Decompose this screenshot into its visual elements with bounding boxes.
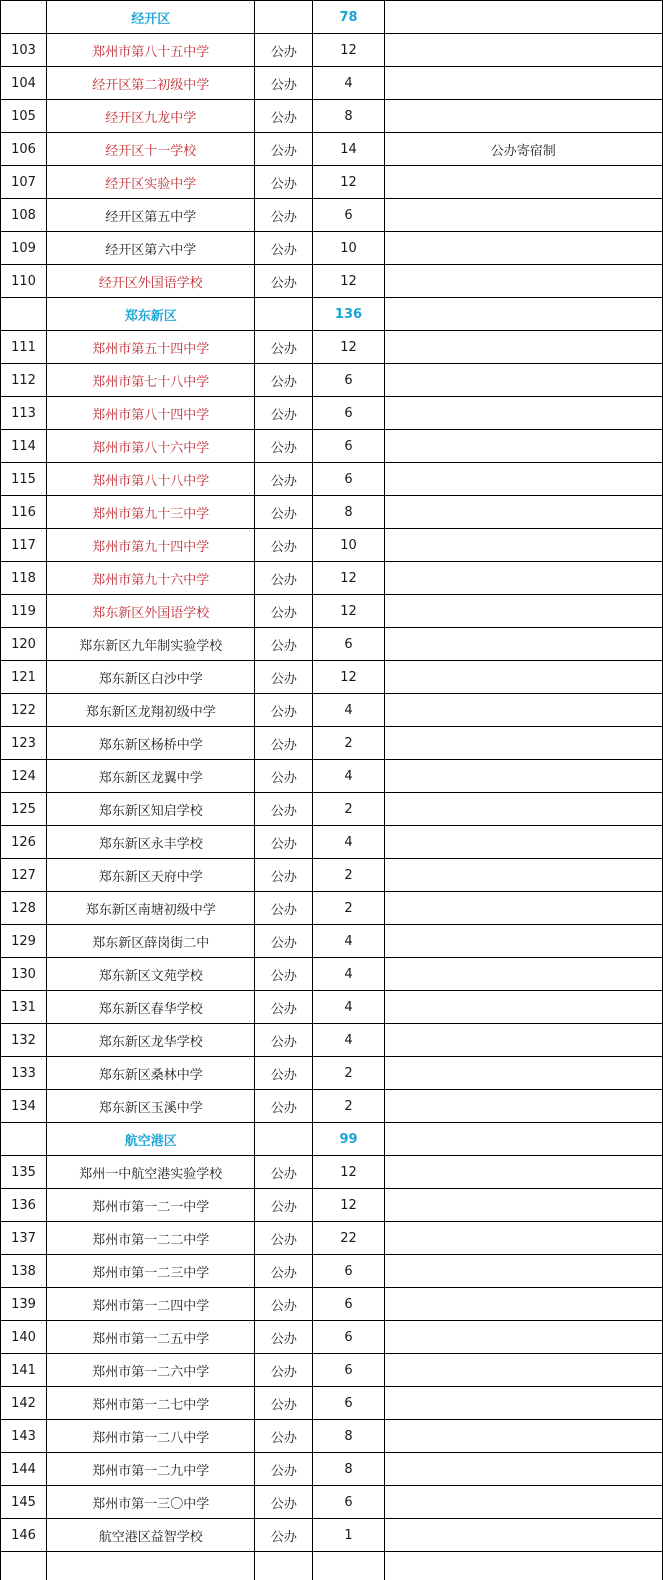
school-type: 公办 (255, 1321, 313, 1354)
class-count: 6 (313, 1321, 384, 1354)
school-name: 郑州一中航空港实验学校 (47, 1156, 255, 1189)
note (384, 1090, 662, 1123)
school-type: 公办 (255, 331, 313, 364)
row-number: 128 (1, 892, 47, 925)
school-type: 公办 (255, 133, 313, 166)
school-name: 郑东新区玉溪中学 (47, 1090, 255, 1123)
district-header-row (1, 298, 663, 331)
row-number: 113 (1, 397, 47, 430)
table-row (1, 1156, 663, 1189)
row-number: 105 (1, 100, 47, 133)
school-name: 郑东新区南塘初级中学 (47, 892, 255, 925)
district-total: 136 (313, 298, 384, 331)
class-count: 1 (313, 1519, 384, 1552)
note (384, 793, 662, 826)
class-count: 12 (313, 265, 384, 298)
row-number: 135 (1, 1156, 47, 1189)
district-total: 78 (313, 1, 384, 34)
class-count: 10 (313, 232, 384, 265)
class-count: 4 (313, 826, 384, 859)
table-row (1, 166, 663, 199)
table-row (1, 265, 663, 298)
class-count: 8 (313, 100, 384, 133)
note (384, 430, 662, 463)
class-count: 4 (313, 1024, 384, 1057)
row-number: 141 (1, 1354, 47, 1387)
class-count: 4 (313, 991, 384, 1024)
row-number: 130 (1, 958, 47, 991)
table-row (1, 34, 663, 67)
school-type: 公办 (255, 661, 313, 694)
school-type: 公办 (255, 760, 313, 793)
row-number: 122 (1, 694, 47, 727)
class-count: 12 (313, 661, 384, 694)
row-number: 129 (1, 925, 47, 958)
school-name: 经开区九龙中学 (47, 100, 255, 133)
class-count: 10 (313, 529, 384, 562)
note (384, 265, 662, 298)
note (384, 1255, 662, 1288)
school-name: 郑州市第一二一中学 (47, 1189, 255, 1222)
note: 公办寄宿制 (384, 133, 662, 166)
cut-off-row (1, 1552, 663, 1580)
class-count: 2 (313, 892, 384, 925)
note (384, 331, 662, 364)
row-number: 112 (1, 364, 47, 397)
note (384, 958, 662, 991)
class-count: 4 (313, 925, 384, 958)
class-count: 2 (313, 1057, 384, 1090)
table-row (1, 628, 663, 661)
empty-cell (384, 1552, 662, 1580)
row-number: 132 (1, 1024, 47, 1057)
row-number: 118 (1, 562, 47, 595)
school-name: 郑东新区杨桥中学 (47, 727, 255, 760)
school-name: 郑东新区龙华学校 (47, 1024, 255, 1057)
district-number-cell (1, 1123, 47, 1156)
row-number: 123 (1, 727, 47, 760)
table-row (1, 562, 663, 595)
row-number: 126 (1, 826, 47, 859)
school-name: 经开区第二初级中学 (47, 67, 255, 100)
note (384, 232, 662, 265)
school-type: 公办 (255, 1189, 313, 1222)
note (384, 1420, 662, 1453)
school-type: 公办 (255, 1354, 313, 1387)
school-name: 郑州市第一二九中学 (47, 1453, 255, 1486)
school-type: 公办 (255, 1156, 313, 1189)
school-name: 郑东新区文苑学校 (47, 958, 255, 991)
row-number: 146 (1, 1519, 47, 1552)
row-number: 104 (1, 67, 47, 100)
school-name: 郑州市第七十八中学 (47, 364, 255, 397)
row-number: 143 (1, 1420, 47, 1453)
row-number: 142 (1, 1387, 47, 1420)
school-type: 公办 (255, 397, 313, 430)
note (384, 562, 662, 595)
row-number: 120 (1, 628, 47, 661)
note (384, 529, 662, 562)
school-name: 郑州市第八十八中学 (47, 463, 255, 496)
note (384, 892, 662, 925)
school-type: 公办 (255, 826, 313, 859)
school-type: 公办 (255, 1222, 313, 1255)
school-type: 公办 (255, 1024, 313, 1057)
school-type: 公办 (255, 892, 313, 925)
row-number: 125 (1, 793, 47, 826)
note (384, 364, 662, 397)
school-type: 公办 (255, 34, 313, 67)
district-note-cell (384, 298, 662, 331)
school-name: 郑东新区龙翼中学 (47, 760, 255, 793)
class-count: 12 (313, 1156, 384, 1189)
class-count: 12 (313, 166, 384, 199)
class-count: 8 (313, 496, 384, 529)
school-type: 公办 (255, 1057, 313, 1090)
empty-cell (255, 1552, 313, 1580)
table-row (1, 232, 663, 265)
class-count: 8 (313, 1453, 384, 1486)
note (384, 1519, 662, 1552)
table-row (1, 463, 663, 496)
school-name: 经开区第五中学 (47, 199, 255, 232)
school-name: 郑州市第一二八中学 (47, 1420, 255, 1453)
district-header-row (1, 1123, 663, 1156)
row-number: 107 (1, 166, 47, 199)
school-type: 公办 (255, 364, 313, 397)
table-row (1, 991, 663, 1024)
school-name: 郑州市第一三〇中学 (47, 1486, 255, 1519)
school-type: 公办 (255, 1420, 313, 1453)
row-number: 117 (1, 529, 47, 562)
school-name: 经开区实验中学 (47, 166, 255, 199)
note (384, 1453, 662, 1486)
row-number: 131 (1, 991, 47, 1024)
class-count: 22 (313, 1222, 384, 1255)
row-number: 119 (1, 595, 47, 628)
table-row (1, 1387, 663, 1420)
note (384, 166, 662, 199)
school-type: 公办 (255, 859, 313, 892)
table-row (1, 1453, 663, 1486)
class-count: 2 (313, 859, 384, 892)
note (384, 727, 662, 760)
row-number: 134 (1, 1090, 47, 1123)
row-number: 137 (1, 1222, 47, 1255)
class-count: 6 (313, 463, 384, 496)
table-row (1, 1255, 663, 1288)
district-note-cell (384, 1, 662, 34)
table-row (1, 1321, 663, 1354)
school-name: 郑州市第一二三中学 (47, 1255, 255, 1288)
class-count: 4 (313, 958, 384, 991)
row-number: 115 (1, 463, 47, 496)
table-row (1, 793, 663, 826)
school-name: 郑东新区薛岗街二中 (47, 925, 255, 958)
school-type: 公办 (255, 1090, 313, 1123)
school-type: 公办 (255, 793, 313, 826)
district-type-cell (255, 298, 313, 331)
school-type: 公办 (255, 496, 313, 529)
table-row (1, 397, 663, 430)
table-row (1, 661, 663, 694)
school-name: 郑州市第一二二中学 (47, 1222, 255, 1255)
note (384, 496, 662, 529)
class-count: 4 (313, 67, 384, 100)
row-number: 144 (1, 1453, 47, 1486)
table-row (1, 1024, 663, 1057)
school-name: 郑东新区白沙中学 (47, 661, 255, 694)
table-row (1, 199, 663, 232)
school-name: 郑州市第一二七中学 (47, 1387, 255, 1420)
school-name: 郑州市第九十三中学 (47, 496, 255, 529)
school-name: 郑州市第一二六中学 (47, 1354, 255, 1387)
school-name: 郑东新区九年制实验学校 (47, 628, 255, 661)
district-header-row (1, 1, 663, 34)
row-number: 136 (1, 1189, 47, 1222)
class-count: 14 (313, 133, 384, 166)
class-count: 12 (313, 562, 384, 595)
school-type: 公办 (255, 430, 313, 463)
class-count: 8 (313, 1420, 384, 1453)
district-number-cell (1, 1, 47, 34)
school-name: 郑州市第八十六中学 (47, 430, 255, 463)
note (384, 1387, 662, 1420)
school-name: 郑州市第一二四中学 (47, 1288, 255, 1321)
row-number: 111 (1, 331, 47, 364)
table-row (1, 958, 663, 991)
school-type: 公办 (255, 529, 313, 562)
class-count: 2 (313, 727, 384, 760)
school-type: 公办 (255, 1255, 313, 1288)
note (384, 34, 662, 67)
class-count: 6 (313, 430, 384, 463)
class-count: 2 (313, 1090, 384, 1123)
row-number: 103 (1, 34, 47, 67)
school-name: 郑州市第一二五中学 (47, 1321, 255, 1354)
school-type: 公办 (255, 562, 313, 595)
school-type: 公办 (255, 991, 313, 1024)
table-row (1, 1090, 663, 1123)
empty-cell (313, 1552, 384, 1580)
class-count: 12 (313, 331, 384, 364)
school-type: 公办 (255, 1288, 313, 1321)
table-row (1, 1189, 663, 1222)
note (384, 1354, 662, 1387)
table-body (1, 1, 663, 1580)
school-type: 公办 (255, 694, 313, 727)
district-note-cell (384, 1123, 662, 1156)
table-row (1, 1486, 663, 1519)
school-type: 公办 (255, 1387, 313, 1420)
table-row (1, 760, 663, 793)
note (384, 1189, 662, 1222)
school-name: 郑州市第九十四中学 (47, 529, 255, 562)
note (384, 1024, 662, 1057)
school-name: 郑东新区永丰学校 (47, 826, 255, 859)
class-count: 4 (313, 694, 384, 727)
class-count: 12 (313, 34, 384, 67)
table-row (1, 595, 663, 628)
note (384, 991, 662, 1024)
row-number: 145 (1, 1486, 47, 1519)
note (384, 397, 662, 430)
school-type: 公办 (255, 958, 313, 991)
school-name: 郑东新区桑林中学 (47, 1057, 255, 1090)
school-type: 公办 (255, 1486, 313, 1519)
school-type: 公办 (255, 166, 313, 199)
table-row (1, 892, 663, 925)
school-type: 公办 (255, 628, 313, 661)
school-name: 郑东新区天府中学 (47, 859, 255, 892)
school-type: 公办 (255, 232, 313, 265)
table-row (1, 331, 663, 364)
table-row (1, 1057, 663, 1090)
row-number: 127 (1, 859, 47, 892)
class-count: 4 (313, 760, 384, 793)
school-name: 郑东新区外国语学校 (47, 595, 255, 628)
district-name: 航空港区 (47, 1123, 255, 1156)
note (384, 1288, 662, 1321)
school-name: 经开区外国语学校 (47, 265, 255, 298)
note (384, 1057, 662, 1090)
row-number: 114 (1, 430, 47, 463)
class-count: 6 (313, 628, 384, 661)
school-type: 公办 (255, 265, 313, 298)
note (384, 1321, 662, 1354)
empty-cell (1, 1552, 47, 1580)
table-row (1, 826, 663, 859)
school-type: 公办 (255, 925, 313, 958)
note (384, 463, 662, 496)
row-number: 108 (1, 199, 47, 232)
row-number: 110 (1, 265, 47, 298)
row-number: 109 (1, 232, 47, 265)
district-name: 郑东新区 (47, 298, 255, 331)
note (384, 694, 662, 727)
class-count: 6 (313, 1387, 384, 1420)
note (384, 595, 662, 628)
row-number: 139 (1, 1288, 47, 1321)
school-name: 经开区十一学校 (47, 133, 255, 166)
row-number: 106 (1, 133, 47, 166)
table-row (1, 1519, 663, 1552)
class-count: 6 (313, 1288, 384, 1321)
school-type: 公办 (255, 595, 313, 628)
row-number: 140 (1, 1321, 47, 1354)
note (384, 1222, 662, 1255)
class-count: 12 (313, 595, 384, 628)
table-row (1, 67, 663, 100)
table-row (1, 133, 663, 166)
district-type-cell (255, 1, 313, 34)
table-row (1, 1222, 663, 1255)
school-type: 公办 (255, 727, 313, 760)
note (384, 100, 662, 133)
school-type: 公办 (255, 199, 313, 232)
note (384, 628, 662, 661)
table-row (1, 364, 663, 397)
school-name: 郑州市第九十六中学 (47, 562, 255, 595)
district-name: 经开区 (47, 1, 255, 34)
note (384, 925, 662, 958)
row-number: 116 (1, 496, 47, 529)
class-count: 6 (313, 397, 384, 430)
table-row (1, 529, 663, 562)
school-name: 郑东新区知启学校 (47, 793, 255, 826)
school-name: 郑州市第八十四中学 (47, 397, 255, 430)
table-row (1, 100, 663, 133)
school-name: 经开区第六中学 (47, 232, 255, 265)
school-type: 公办 (255, 1453, 313, 1486)
class-count: 6 (313, 1255, 384, 1288)
table-row (1, 925, 663, 958)
class-count: 6 (313, 1354, 384, 1387)
note (384, 859, 662, 892)
row-number: 133 (1, 1057, 47, 1090)
school-name: 航空港区益智学校 (47, 1519, 255, 1552)
table-row (1, 430, 663, 463)
note (384, 67, 662, 100)
note (384, 760, 662, 793)
empty-cell (47, 1552, 255, 1580)
note (384, 661, 662, 694)
note (384, 199, 662, 232)
table-row (1, 496, 663, 529)
school-type: 公办 (255, 100, 313, 133)
note (384, 826, 662, 859)
table-row (1, 694, 663, 727)
school-type: 公办 (255, 67, 313, 100)
row-number: 121 (1, 661, 47, 694)
school-name: 郑东新区龙翔初级中学 (47, 694, 255, 727)
class-count: 6 (313, 364, 384, 397)
school-name: 郑州市第五十四中学 (47, 331, 255, 364)
class-count: 6 (313, 199, 384, 232)
row-number: 138 (1, 1255, 47, 1288)
school-name: 郑州市第八十五中学 (47, 34, 255, 67)
table-row (1, 1354, 663, 1387)
table-row (1, 1420, 663, 1453)
school-name: 郑东新区春华学校 (47, 991, 255, 1024)
note (384, 1486, 662, 1519)
school-type: 公办 (255, 1519, 313, 1552)
class-count: 2 (313, 793, 384, 826)
table-row (1, 727, 663, 760)
district-type-cell (255, 1123, 313, 1156)
note (384, 1156, 662, 1189)
table-row (1, 1288, 663, 1321)
school-type: 公办 (255, 463, 313, 496)
district-number-cell (1, 298, 47, 331)
table-row (1, 859, 663, 892)
class-count: 12 (313, 1189, 384, 1222)
class-count: 6 (313, 1486, 384, 1519)
row-number: 124 (1, 760, 47, 793)
district-total: 99 (313, 1123, 384, 1156)
